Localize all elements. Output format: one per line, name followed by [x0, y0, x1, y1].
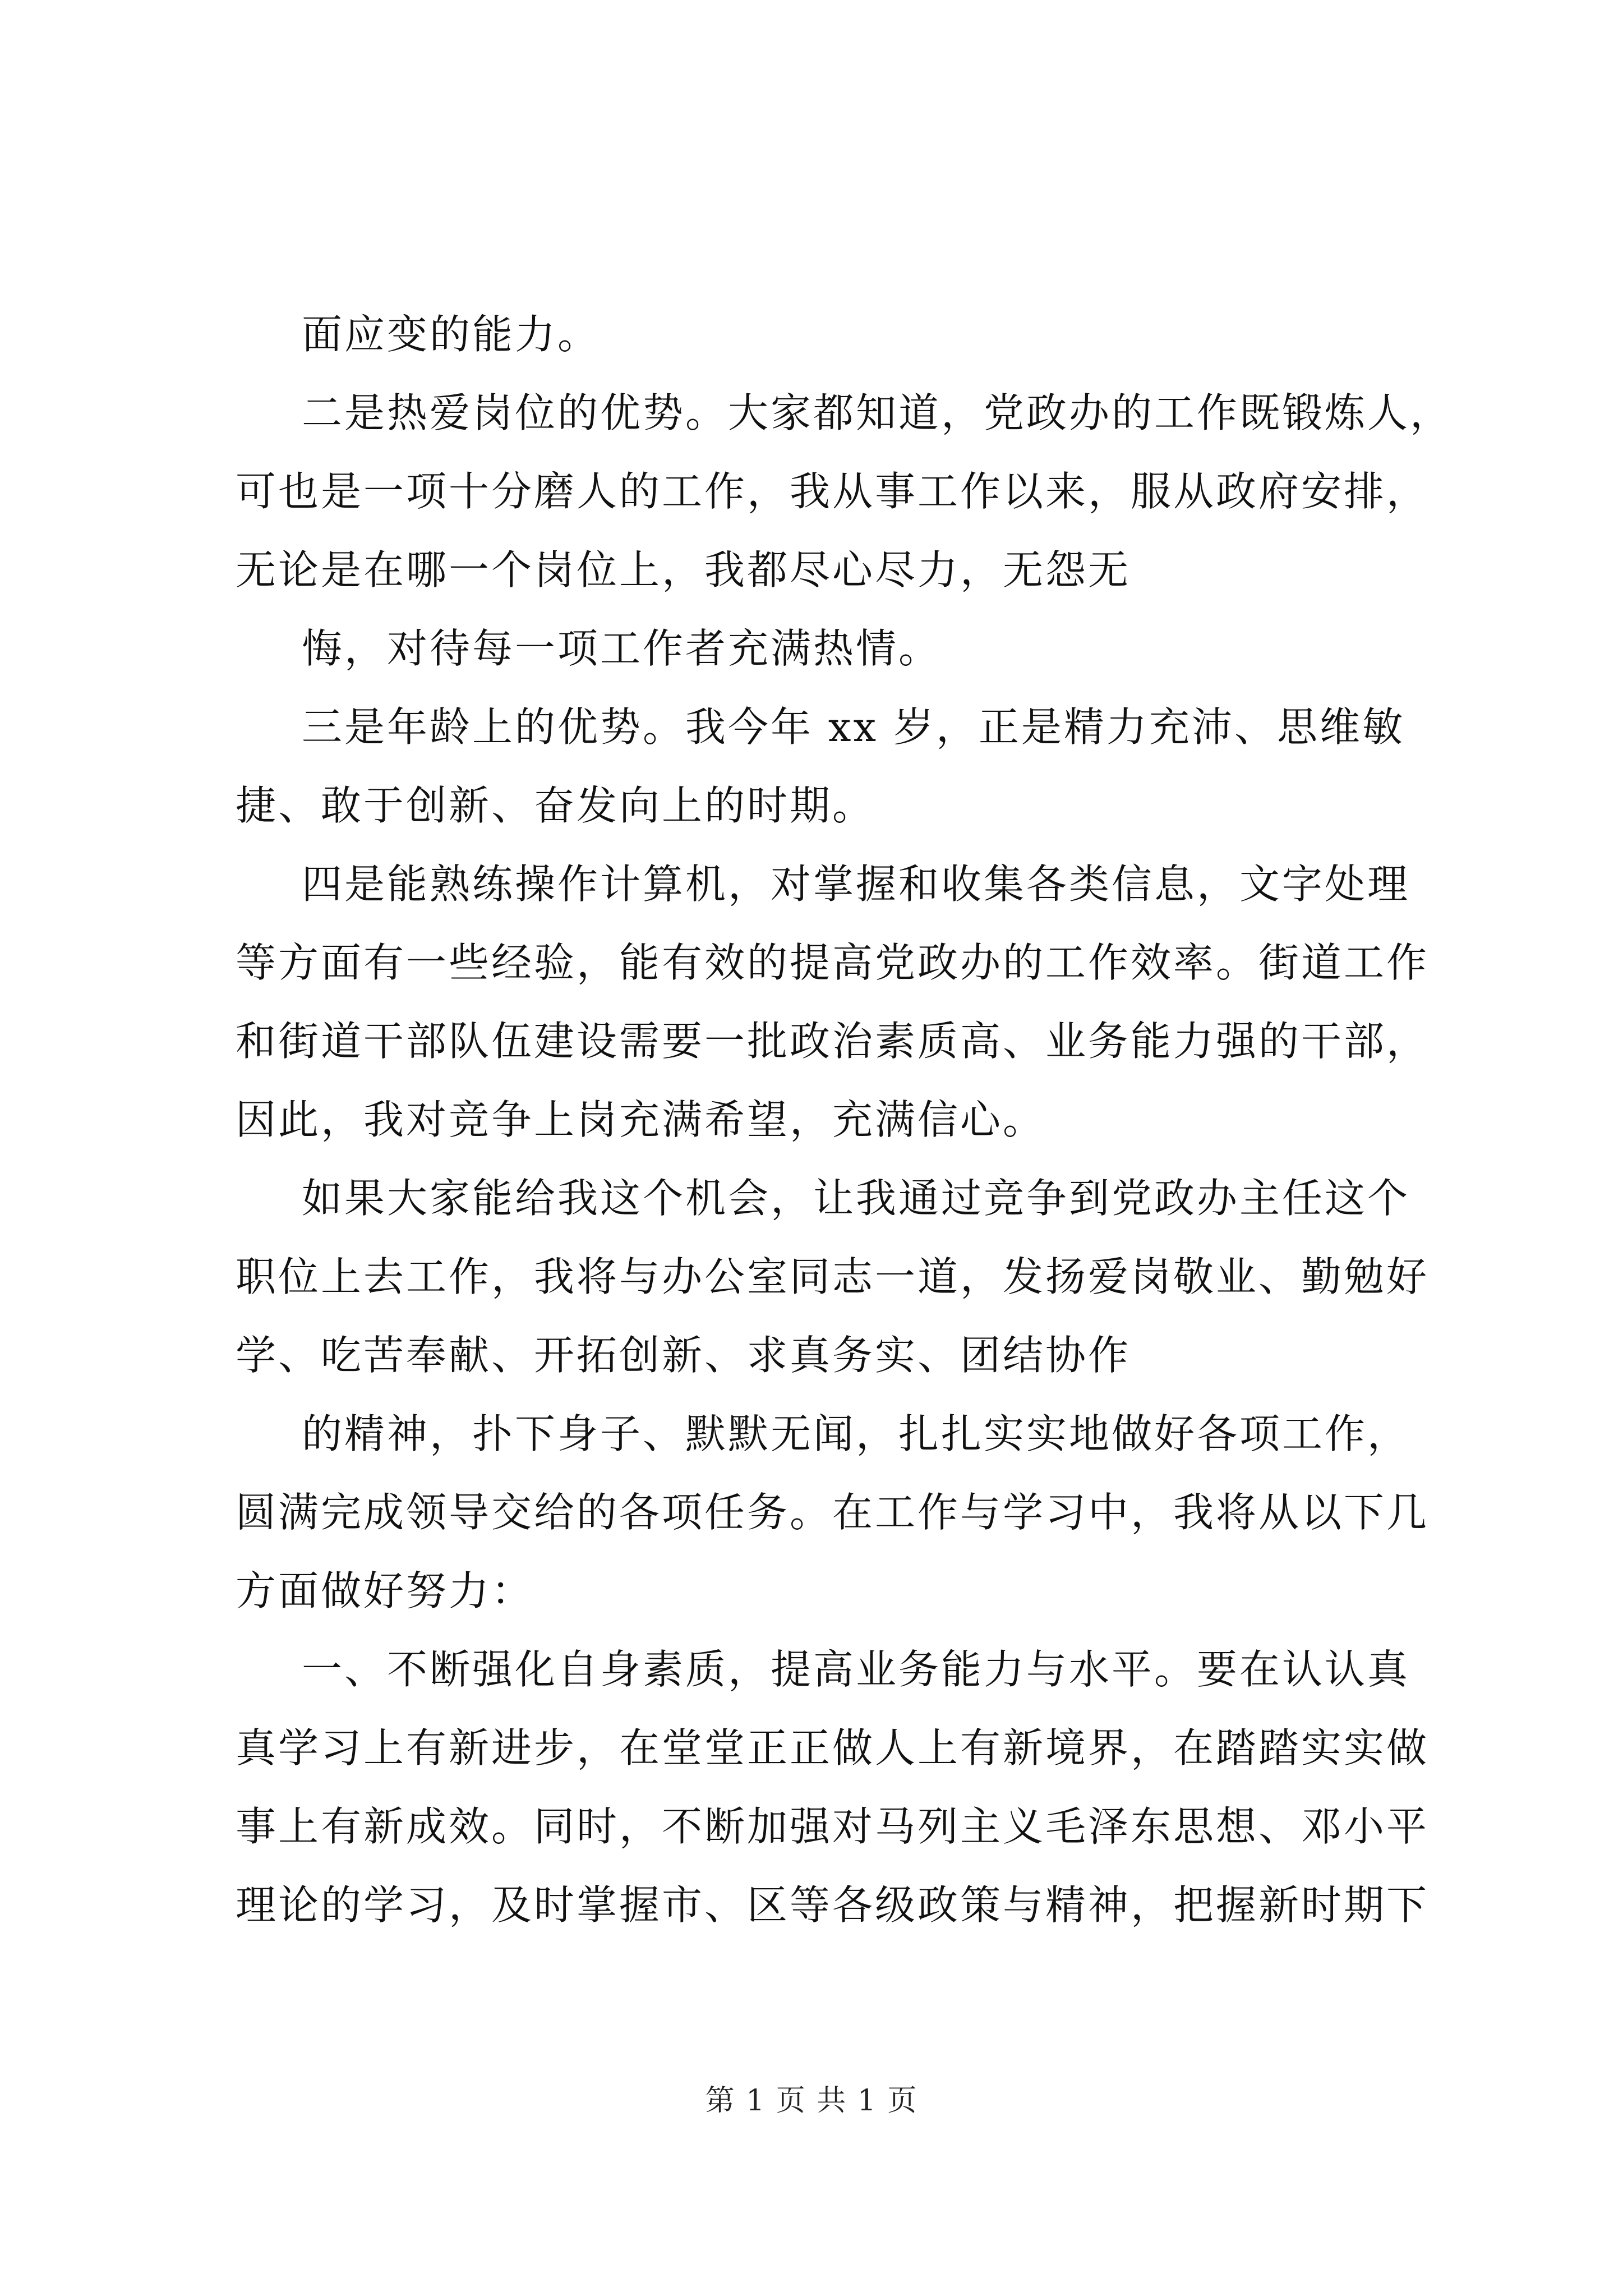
- text-line: 职位上去工作，我将与办公室同志一道，发扬爱岗敬业、勤勉好: [236, 1253, 1430, 1300]
- text-line: 理论的学习，及时掌握市、区等各级政策与精神，把握新时期下: [236, 1881, 1430, 1929]
- text-line: 捷、敢于创新、奋发向上的时期。: [236, 782, 875, 829]
- text-line: 的精神，扑下身子、默默无闻，扎扎实实地做好各项工作，: [302, 1410, 1410, 1457]
- text-line: 方面做好努力：: [236, 1567, 534, 1614]
- text-line: 三是年龄上的优势。我今年 xx 岁，正是精力充沛、思维敏: [302, 703, 1405, 751]
- text-line: 面应变的能力。: [302, 311, 601, 358]
- text-line: 如果大家能给我这个机会，让我通过竞争到党政办主任这个: [302, 1175, 1410, 1222]
- text-line: 学、吃苦奉献、开拓创新、求真务实、团结协作: [236, 1332, 1131, 1379]
- text-line: 一、不断强化自身素质，提高业务能力与水平。要在认认真: [302, 1646, 1410, 1693]
- text-line: 四是能熟练操作计算机，对掌握和收集各类信息，文字处理: [302, 861, 1410, 908]
- page-footer: 第 1 页 共 1 页: [705, 2084, 918, 2118]
- text-line: 悔，对待每一项工作者充满热情。: [302, 625, 942, 672]
- text-line: 真学习上有新进步，在堂堂正正做人上有新境界，在踏踏实实做: [236, 1724, 1430, 1772]
- text-line: 二是热爱岗位的优势。大家都知道，党政办的工作既锻炼人，: [302, 389, 1453, 436]
- text-line: 无论是在哪一个岗位上，我都尽心尽力，无怨无: [236, 546, 1131, 593]
- text-line: 因此，我对竞争上岗充满希望，充满信心。: [236, 1096, 1046, 1143]
- text-line: 和街道干部队伍建设需要一批政治素质高、业务能力强的干部，: [236, 1018, 1430, 1065]
- text-line: 事上有新成效。同时，不断加强对马列主义毛泽东思想、邓小平: [236, 1803, 1430, 1850]
- text-line: 等方面有一些经验，能有效的提高党政办的工作效率。街道工作: [236, 939, 1430, 986]
- text-line: 可也是一项十分磨人的工作，我从事工作以来，服从政府安排，: [236, 468, 1430, 515]
- text-line: 圆满完成领导交给的各项任务。在工作与学习中，我将从以下几: [236, 1489, 1430, 1536]
